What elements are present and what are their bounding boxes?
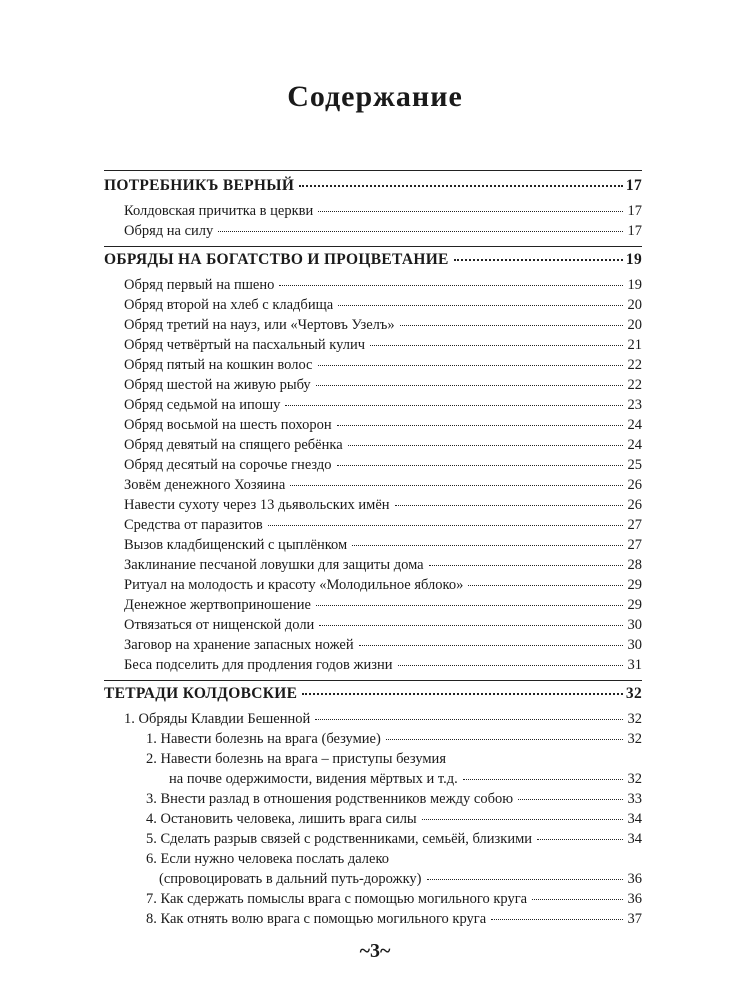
toc-page-number: 36 xyxy=(627,891,642,907)
table-of-contents xyxy=(104,160,642,928)
toc-entry-title: (спровоцировать в дальний путь-дорожку) xyxy=(159,871,422,887)
toc-entry[interactable] xyxy=(104,223,642,240)
toc-page-number: 23 xyxy=(627,397,642,413)
dot-leader xyxy=(315,719,623,720)
toc-page-number: 33 xyxy=(627,791,642,807)
toc-section[interactable] xyxy=(104,251,642,269)
dot-leader xyxy=(348,445,623,446)
section-divider xyxy=(104,246,642,247)
toc-entry-title: Обряд третий на науз, или «Чертовъ Узелъ» xyxy=(124,317,395,333)
dot-leader xyxy=(370,345,623,346)
toc-page-number: 32 xyxy=(627,771,642,787)
toc-entry-title: Ритуал на молодость и красоту «Молодильное яблоко» xyxy=(124,577,464,593)
toc-page-number: 17 xyxy=(625,177,642,194)
dot-leader xyxy=(337,465,623,466)
dot-leader xyxy=(398,665,623,666)
toc-page-number: 22 xyxy=(627,357,642,373)
toc-entry[interactable] xyxy=(104,557,642,574)
toc-entry[interactable] xyxy=(104,417,642,434)
dot-leader xyxy=(316,605,623,606)
toc-entry-title: Средства от паразитов xyxy=(124,517,263,533)
toc-entry[interactable] xyxy=(104,751,642,768)
toc-entry-title: 6. Если нужно человека послать далеко xyxy=(146,851,390,867)
dot-leader xyxy=(285,405,623,406)
toc-page-number: 17 xyxy=(627,203,642,219)
toc-entry[interactable] xyxy=(104,397,642,414)
toc-entry-title: Обряд второй на хлеб с кладбища xyxy=(124,297,334,313)
toc-entry-title: Обряд девятый на спящего ребёнка xyxy=(124,437,343,453)
toc-entry[interactable] xyxy=(104,517,642,534)
toc-entry[interactable] xyxy=(104,911,642,928)
toc-entry-title: Вызов кладбищенский с цыплёнком xyxy=(124,537,348,553)
dot-leader xyxy=(427,879,624,880)
toc-entry-title: 7. Как сдержать помыслы врага с помощью могильного круга xyxy=(146,891,528,907)
toc-entry-title: ТЕТРАДИ КОЛДОВСКИЕ xyxy=(104,685,298,702)
dot-leader xyxy=(400,325,623,326)
dot-leader xyxy=(429,565,623,566)
toc-entry-title: Заговор на хранение запасных ножей xyxy=(124,637,354,653)
toc-entry-title: Колдовская причитка в церкви xyxy=(124,203,314,219)
toc-entry-title: Навести сухоту через 13 дьявольских имён xyxy=(124,497,390,513)
toc-entry[interactable] xyxy=(104,597,642,614)
page-number: ~3~ xyxy=(359,940,391,962)
toc-page-number: 29 xyxy=(627,577,642,593)
toc-page-number: 17 xyxy=(627,223,642,239)
toc-entry-title: на почве одержимости, видения мёртвых и т.д. xyxy=(169,771,458,787)
toc-entry-title: Обряд шестой на живую рыбу xyxy=(124,377,311,393)
toc-entry-title: Обряд первый на пшено xyxy=(124,277,275,293)
dot-leader xyxy=(532,899,623,900)
toc-entry[interactable] xyxy=(104,297,642,314)
toc-page-number: 31 xyxy=(627,657,642,673)
toc-entry[interactable] xyxy=(104,377,642,394)
toc-entry-title: Отвязаться от нищенской доли xyxy=(124,617,315,633)
dot-leader xyxy=(218,231,623,232)
toc-page-number: 19 xyxy=(625,251,642,268)
toc-entry-title: 1. Навести болезнь на врага (безумие) xyxy=(146,731,381,747)
toc-page-number: 29 xyxy=(627,597,642,613)
toc-entry[interactable] xyxy=(104,317,642,334)
dot-leader xyxy=(318,365,624,366)
dot-leader xyxy=(352,545,623,546)
toc-entry-title: Обряд четвёртый на пасхальный кулич xyxy=(124,337,365,353)
toc-entry[interactable] xyxy=(104,537,642,554)
dot-leader xyxy=(454,259,623,261)
toc-entry[interactable] xyxy=(104,891,642,908)
toc-page-number: 32 xyxy=(627,731,642,747)
toc-entry[interactable] xyxy=(104,357,642,374)
toc-entry[interactable] xyxy=(104,851,642,868)
toc-entry[interactable] xyxy=(104,711,642,728)
toc-entry-title: ОБРЯДЫ НА БОГАТСТВО И ПРОЦВЕТАНИЕ xyxy=(104,251,449,268)
page-title: Содержание xyxy=(287,80,463,113)
toc-entry-title: Обряд седьмой на ипошу xyxy=(124,397,281,413)
toc-entry[interactable] xyxy=(104,577,642,594)
toc-page-number: 26 xyxy=(627,497,642,513)
toc-page-number: 27 xyxy=(627,537,642,553)
toc-page-number: 21 xyxy=(627,337,642,353)
toc-entry-title: Обряд пятый на кошкин волос xyxy=(124,357,313,373)
toc-page-number: 24 xyxy=(627,417,642,433)
toc-page-number: 25 xyxy=(627,457,642,473)
dot-leader xyxy=(359,645,623,646)
dot-leader xyxy=(338,305,623,306)
toc-entry-title: Денежное жертвоприношение xyxy=(124,597,311,613)
toc-page-number: 36 xyxy=(627,871,642,887)
toc-page-number: 34 xyxy=(627,811,642,827)
toc-section[interactable] xyxy=(104,685,642,703)
toc-entry[interactable] xyxy=(104,657,642,674)
toc-entry-title: Заклинание песчаной ловушки для защиты дома xyxy=(124,557,424,573)
dot-leader xyxy=(302,693,623,695)
toc-entry-title: 8. Как отнять волю врага с помощью могильного круга xyxy=(146,911,487,927)
section-divider xyxy=(104,170,642,171)
toc-page-number: 34 xyxy=(627,831,642,847)
toc-page-number: 22 xyxy=(627,377,642,393)
dot-leader xyxy=(537,839,623,840)
toc-page-number: 26 xyxy=(627,477,642,493)
dot-leader xyxy=(299,185,623,187)
toc-entry-title: 5. Сделать разрыв связей с родственниками, семьёй, близкими xyxy=(146,831,533,847)
toc-entry[interactable] xyxy=(104,203,642,220)
dot-leader xyxy=(268,525,623,526)
toc-page-number: 19 xyxy=(627,277,642,293)
toc-entry[interactable] xyxy=(104,457,642,474)
dot-leader xyxy=(337,425,623,426)
dot-leader xyxy=(386,739,623,740)
toc-entry-title: 3. Внести разлад в отношения родственников между собою xyxy=(146,791,514,807)
dot-leader xyxy=(422,819,623,820)
toc-entry[interactable] xyxy=(104,617,642,634)
dot-leader xyxy=(518,799,623,800)
toc-page-number: 30 xyxy=(627,637,642,653)
dot-leader xyxy=(395,505,623,506)
dot-leader xyxy=(318,211,623,212)
toc-entry[interactable] xyxy=(104,337,642,354)
dot-leader xyxy=(491,919,623,920)
toc-entry[interactable] xyxy=(104,791,642,808)
toc-entry-title: Беса подселить для продления годов жизни xyxy=(124,657,393,673)
dot-leader xyxy=(316,385,623,386)
toc-entry-title: 1. Обряды Клавдии Бешенной xyxy=(124,711,311,727)
toc-entry[interactable] xyxy=(104,731,642,748)
toc-entry[interactable] xyxy=(104,771,642,788)
toc-entry-title: 4. Остановить человека, лишить врага силы xyxy=(146,811,417,827)
toc-page-number: 37 xyxy=(627,911,642,927)
toc-entry[interactable] xyxy=(104,497,642,514)
toc-entry-title: Обряд на силу xyxy=(124,223,214,239)
toc-entry-title: Обряд восьмой на шесть похорон xyxy=(124,417,332,433)
dot-leader xyxy=(319,625,623,626)
toc-entry-title: ПОТРЕБНИКЪ ВЕРНЫЙ xyxy=(104,177,295,194)
toc-page-number: 30 xyxy=(627,617,642,633)
toc-entry[interactable] xyxy=(104,277,642,294)
toc-page-number: 20 xyxy=(627,297,642,313)
toc-entry[interactable] xyxy=(104,831,642,848)
toc-page-number: 32 xyxy=(625,685,642,702)
toc-entry-title: 2. Навести болезнь на врага – приступы безумия xyxy=(146,751,446,767)
dot-leader xyxy=(290,485,623,486)
toc-section[interactable] xyxy=(104,177,642,195)
dot-leader xyxy=(279,285,623,286)
toc-entry-title: Обряд десятый на сорочье гнездо xyxy=(124,457,332,473)
toc-entry-title: Зовём денежного Хозяина xyxy=(124,477,286,493)
toc-page-number: 24 xyxy=(627,437,642,453)
section-divider xyxy=(104,680,642,681)
toc-entry[interactable] xyxy=(104,811,642,828)
toc-page-number: 32 xyxy=(627,711,642,727)
dot-leader xyxy=(468,585,623,586)
toc-entry[interactable] xyxy=(104,477,642,494)
toc-entry[interactable] xyxy=(104,871,642,888)
dot-leader xyxy=(463,779,623,780)
toc-page-number: 27 xyxy=(627,517,642,533)
toc-page-number: 28 xyxy=(627,557,642,573)
toc-page-number: 20 xyxy=(627,317,642,333)
toc-entry[interactable] xyxy=(104,437,642,454)
toc-entry[interactable] xyxy=(104,637,642,654)
